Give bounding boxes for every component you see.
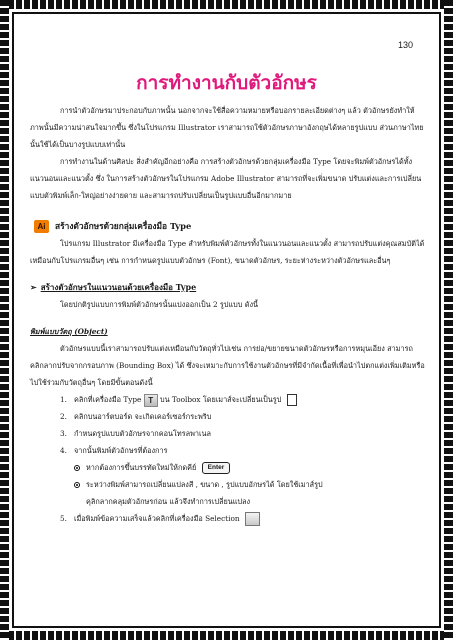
- bullet-icon: [74, 482, 80, 488]
- list-item: [30, 442, 425, 459]
- section-horizontal-heading: [30, 279, 425, 296]
- page-border-top: [0, 0, 453, 9]
- bullet-text: ระหว่างพิมพ์สามารถเปลี่ยนแปลงสี , ขนาด , รูปแบบอักษรได้ โดยใช้เมาส์รูป: [86, 480, 323, 489]
- inner-frame-top: [12, 12, 441, 14]
- inner-frame-bottom: [12, 626, 441, 628]
- section-type-tool-body: โปรแกรม Illustrator มีเครื่องมือ Type สำหรับพิมพ์ตัวอักษรทั้งในแนวนอนและแนวตั้ง สามารถปรับแต่งคุณสมบัติได้เหมือนกับโปรแกรมอื่นๆ เช่น การกำหนดรูปแบบตัวอักษร (Font), ขนาดตัวอักษร, ระยะห่างระหว่างตัวอักษรและอื่นๆ: [30, 239, 425, 265]
- step-text: [74, 514, 260, 523]
- bullet-text-part: หากต้องการขึ้นบรรทัดใหม่ให้กดคีย์: [86, 463, 197, 472]
- list-item: [30, 408, 425, 425]
- bullet-item: [30, 459, 425, 476]
- step-text: คลิกบนอาร์ตบอร์ด จะเกิดเคอร์เซอร์กระพริบ: [74, 412, 212, 421]
- step-text-part-1: เมื่อพิมพ์ข้อความเสร็จแล้วคลิกที่เครื่องมือ Selection: [74, 514, 240, 523]
- type-tool-icon: T: [144, 394, 158, 407]
- step-number: 1.: [60, 395, 67, 404]
- section-type-tool-heading: [30, 218, 425, 235]
- steps-list-continued: [30, 510, 425, 527]
- step-number: 4.: [60, 446, 67, 455]
- section-object-heading: พิมพ์แบบวัตถุ (Object): [30, 327, 108, 336]
- steps-list: [30, 391, 425, 459]
- bullet-text-continued: คุลิกลากคลุมตัวอักษรก่อน แล้วจึงทำการเปลี่ยนแปลง: [86, 497, 251, 506]
- selection-tool-icon: [245, 512, 260, 526]
- step-number: 5.: [60, 514, 67, 523]
- step-text: จากนั้นพิมพ์ตัวอักษรที่ต้องการ: [74, 446, 168, 455]
- step-text: กำหนดรูปแบบตัวอักษรจากคอนโทรลพาเนล: [74, 429, 211, 438]
- section-horizontal-body: โดยปกติรูปแบบการพิมพ์ตัวอักษรนั้นแบ่งออกเป็น 2 รูปแบบ ดังนี้: [60, 300, 259, 309]
- step-text-part-1: คลิกที่เครื่องมือ Type: [74, 395, 142, 404]
- bullet-item: [30, 476, 425, 510]
- page-content: [30, 102, 425, 527]
- page-title: การทำงานกับตัวอักษร: [136, 72, 317, 94]
- inner-frame-right: [439, 12, 441, 628]
- arrow-bullet-icon: ➢: [30, 282, 37, 292]
- step-number: 2.: [60, 412, 67, 421]
- inner-frame-left: [12, 12, 14, 628]
- bullet-text: [86, 459, 425, 476]
- page-border-bottom: [0, 631, 453, 640]
- section-object-body: ตัวอักษรแบบนี้เราสามารถปรับแต่งเหมือนกับวัตถุทั่วไปเช่น การย่อ/ขยายขนาดตัวอักษรหรือการหมุนเอียง สามารถคลิกลากปรับจากกรอบภาพ (Bounding Box) ได้ ซึ่งจะเหมาะกับการใช้งานตัวอักษรที่มีจำกัดเนื้อที่เพื่อนำไปตกแต่งเพิ่มเติมหรือไปใช้ร่วมกับวัตถุอื่นๆ โดยมีขั้นตอนดังนี้: [30, 344, 425, 387]
- bullet-icon: [74, 465, 80, 471]
- list-item: [30, 510, 425, 527]
- section-type-tool-title: สร้างตัวอักษรด้วยกลุ่มเครื่องมือ Type: [55, 221, 192, 231]
- section-horizontal-title: สร้างตัวอักษรในแนวนอนด้วยเครื่องมือ Type: [40, 282, 197, 292]
- step-number: 3.: [60, 429, 67, 438]
- page-number: 130: [397, 40, 413, 50]
- step-text-part-2: บน Toolbox โดยเมาส์จะเปลี่ยนเป็นรูป: [159, 395, 282, 404]
- text-cursor-icon: [287, 394, 297, 406]
- intro-paragraph-2: การทำงานในด้านศิลปะ สิ่งสำคัญอีกอย่างคือ การสร้างตัวอักษรด้วยกลุ่มเครื่องมือ Type โดยจะพิมพ์ตัวอักษรได้ทั้งแนวนอนและแนวตั้ง ซึ่ง ในการสร้างตัวอักษรในโปรแกรม Adobe Illustrator สามารถที่จะเพิ่มขนาด ปรับแต่งและการเปลี่ยนแบบตัวพิมพ์เล็ก-ใหญ่อย่างง่ายดาย และสามารถปรับเปลี่ยนเป็นรูปแบบอื่นอีกมากมาย: [30, 157, 422, 200]
- list-item: [30, 391, 425, 408]
- list-item: [30, 425, 425, 442]
- enter-key-icon: Enter: [202, 462, 231, 474]
- step-text: [74, 395, 297, 404]
- illustrator-app-icon: Ai: [34, 220, 49, 233]
- intro-paragraph-1: การนำตัวอักษรมาประกอบกับภาพนั้น นอกจากจะใช้สื่อความหมายหรือบอกรายละเอียดต่างๆ แล้ว ตัวอักษรยังทำให้ภาพนั้นมีความน่าสนใจมากขึ้น ซึ่งในโปรแกรม Illustrator เราสามารถใช้ตัวอักษรภาษาอังกฤษได้หลายรูปแบบ ส่วนภาษาไทยนั้นใช้ได้เป็นบางรูปแบบเท่านั้น: [30, 106, 424, 149]
